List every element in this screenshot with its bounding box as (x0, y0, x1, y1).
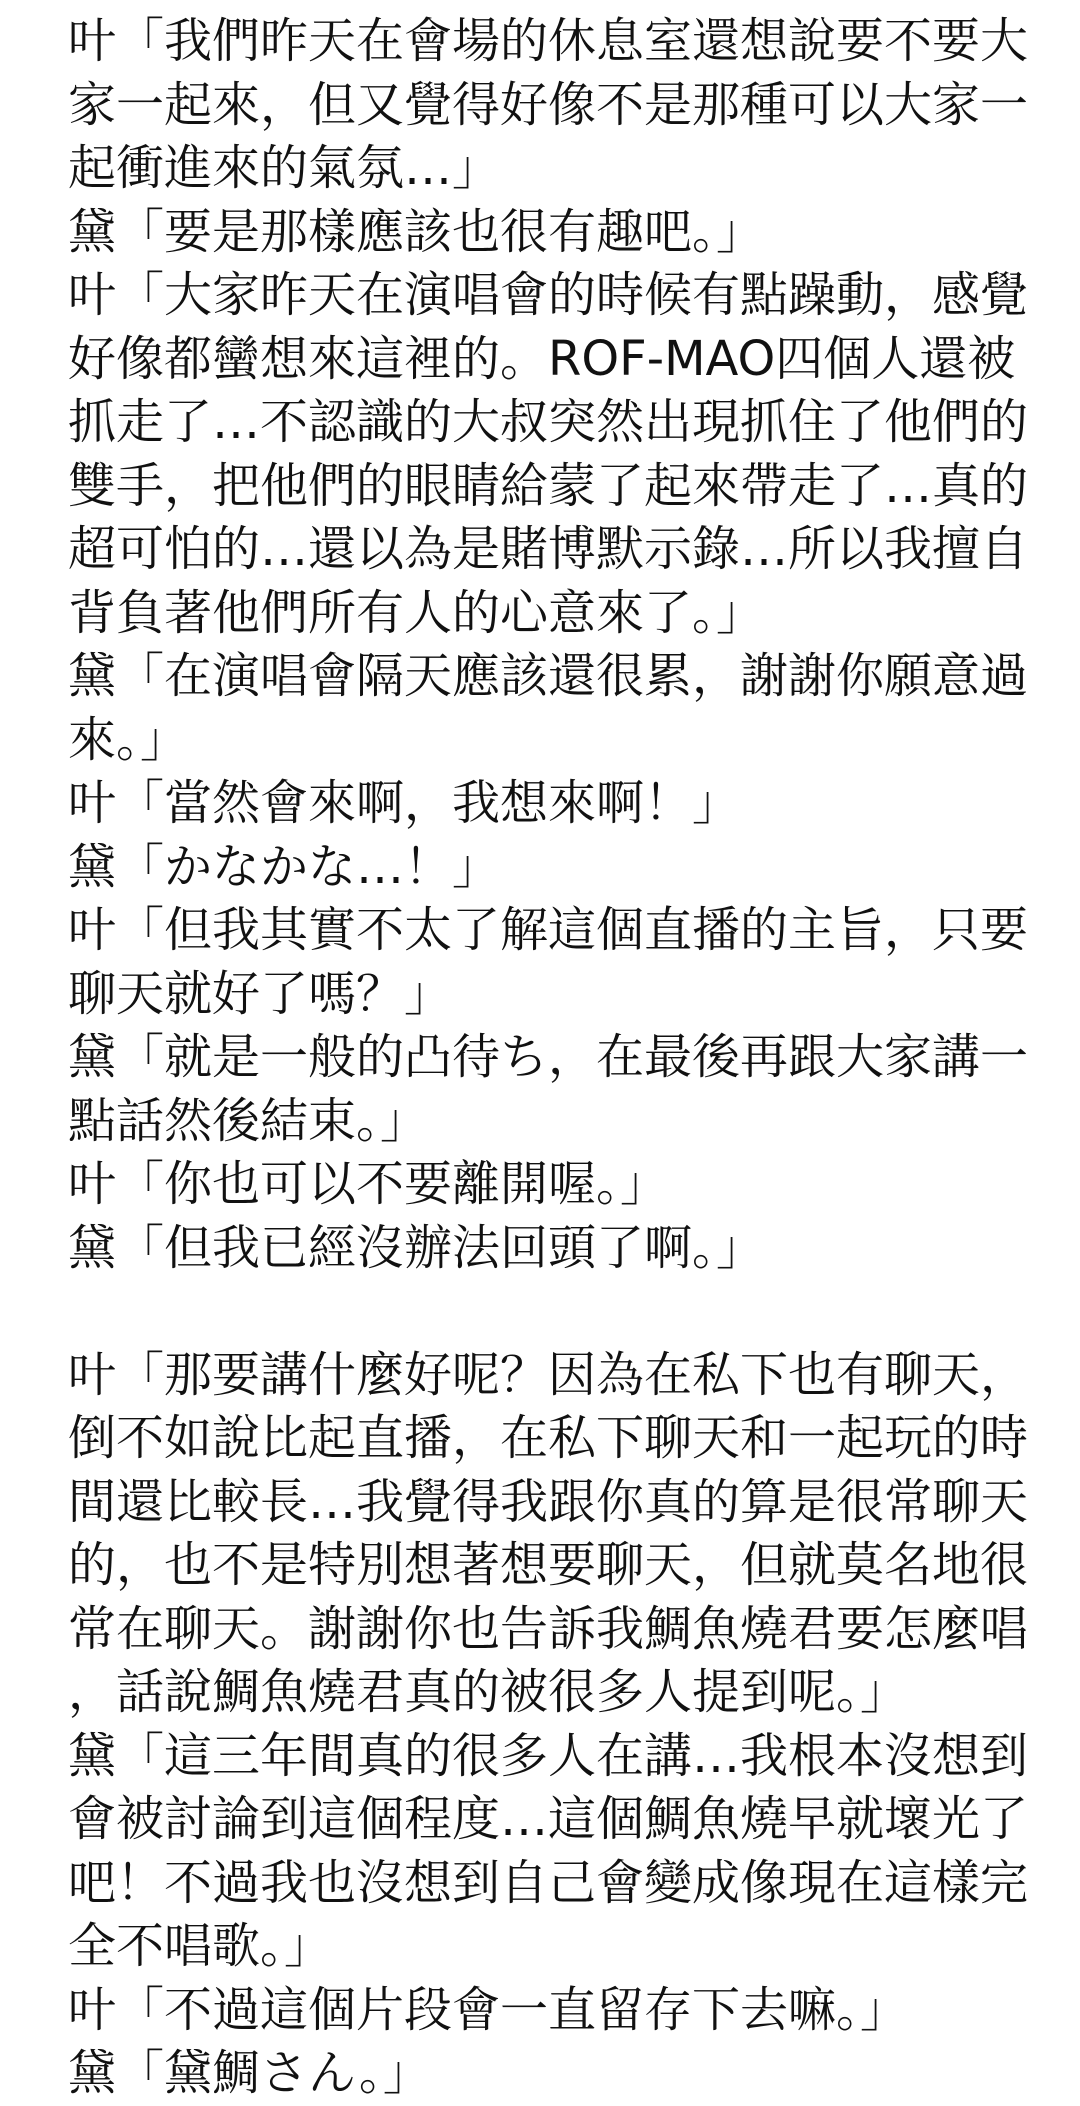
text-line: 叶「不過這個片段會一直留存下去嘛。」 (68, 1981, 909, 2038)
text-line: 抓走了…不認識的大叔突然出現抓住了他們的 (68, 394, 1029, 450)
text-line: ，話說鯛魚燒君真的被很多人提到呢。」 (68, 1664, 909, 1720)
text-line: 叶「我們昨天在會場的休息室還想說要不要大 (68, 13, 1029, 69)
blank-line (68, 1280, 1028, 1344)
text-line: 黛「在演唱會隔天應該還很累，謝謝你願意過 (68, 648, 1029, 704)
text-line: 叶「但我其實不太了解這個直播的主旨，只要 (68, 902, 1029, 958)
text-line: 聊天就好了嗎？」 (68, 965, 453, 1022)
text-line: 黛「黛鯛さん。」 (68, 2045, 431, 2101)
text-line: 常在聊天。謝謝你也告訴我鯛魚燒君要怎麼唱 (68, 1600, 1029, 1657)
text-line: 超可怕的…還以為是賭博默示錄…所以我擅自 (68, 521, 1029, 577)
text-line: 起衝進來的氣氛…」 (68, 140, 501, 196)
text-line: 黛「かなかな…！」 (68, 838, 501, 895)
text-line: 的，也不是特別想著想要聊天，但就莫名地很 (68, 1537, 1029, 1593)
text-line: 黛「但我已經沒辦法回頭了啊。」 (68, 1219, 765, 1276)
text-line: 背負著他們所有人的心意來了。」 (68, 584, 765, 641)
text-line: 黛「要是那樣應該也很有趣吧。」 (68, 203, 765, 260)
text-line: 會被討論到這個程度…這個鯛魚燒早就壞光了 (68, 1791, 1029, 1847)
text-line: 雙手，把他們的眼睛給蒙了起來帶走了…真的 (68, 457, 1029, 514)
text-line: 黛「這三年間真的很多人在講…我根本沒想到 (68, 1727, 1029, 1784)
text-line: 倒不如說比起直播，在私下聊天和一起玩的時 (68, 1410, 1029, 1466)
text-line: 黛「就是一般的凸待ち，在最後再跟大家講一 (68, 1029, 1029, 1085)
text-line: 全不唱歌。」 (68, 1918, 333, 1974)
text-line: 來。」 (68, 711, 189, 768)
text-line: 叶「那要講什麼好呢？因為在私下也有聊天， (68, 1346, 1029, 1403)
text-line: 家一起來，但又覺得好像不是那種可以大家一 (68, 76, 1029, 133)
text-line: 點話然後結束。」 (68, 1092, 429, 1149)
text-line: 叶「當然會來啊，我想來啊！」 (68, 775, 741, 831)
text-line: 好像都蠻想來這裡的。ROF-MAO四個人還被 (68, 330, 1016, 387)
text-line: 叶「大家昨天在演唱會的時候有點躁動，感覺 (68, 267, 1029, 323)
text-line: 間還比較長…我覺得我跟你真的算是很常聊天 (68, 1473, 1029, 1530)
text-line: 叶「你也可以不要離開喔。」 (68, 1156, 669, 1212)
text-line: 吧！不過我也沒想到自己會變成像現在這樣完 (68, 1854, 1029, 1911)
transcript-text (68, 10, 1028, 2106)
